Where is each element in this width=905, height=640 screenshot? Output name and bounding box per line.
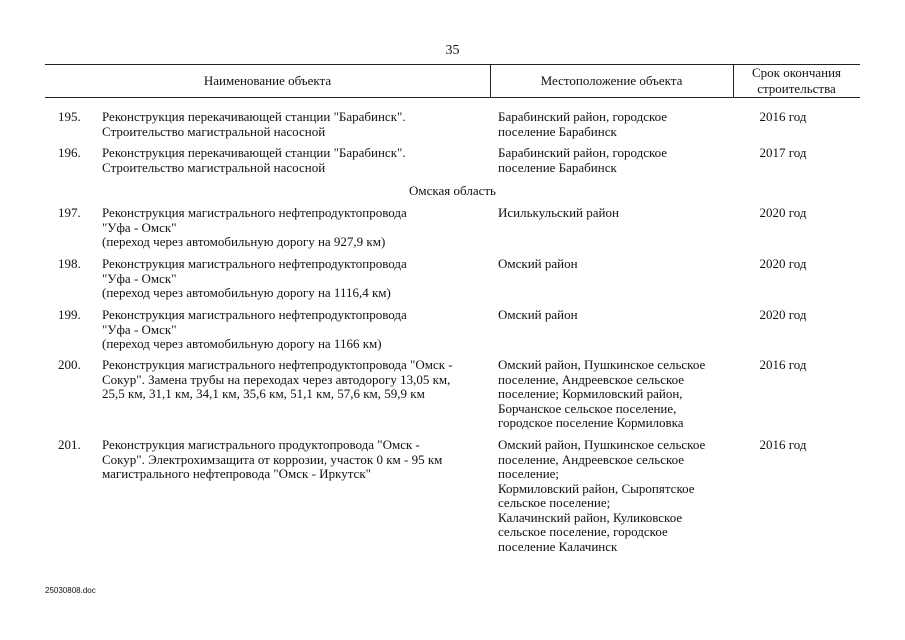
completion-term: 2020 год bbox=[759, 307, 807, 322]
table-header-bottom-rule bbox=[45, 97, 860, 98]
column-header-term bbox=[733, 65, 860, 97]
completion-term: 2016 год bbox=[759, 109, 807, 124]
completion-term: 2016 год bbox=[759, 357, 807, 372]
object-location-line: поселение Барабинск bbox=[498, 159, 617, 175]
object-location-line: Омский район, Пушкинское сельское bbox=[498, 357, 706, 372]
object-name-line: Реконструкция магистрального нефтепродуктопровода "Омск - bbox=[102, 357, 453, 372]
row-number: 201. bbox=[58, 437, 81, 452]
completion-term: 2020 год bbox=[759, 205, 807, 220]
object-name-line: Строительство магистральной насосной bbox=[102, 159, 326, 175]
object-location-line: Исилькульский район bbox=[498, 205, 619, 220]
object-name bbox=[102, 438, 487, 482]
object-name-line: Реконструкция перекачивающей станции "Барабинск". bbox=[102, 145, 406, 160]
object-name-line: "Уфа - Омск" bbox=[102, 219, 177, 235]
object-name-line: Строительство магистральной насосной bbox=[102, 123, 326, 139]
completion-term: 2017 год bbox=[759, 145, 807, 160]
object-location bbox=[498, 146, 730, 175]
object-location-line: поселение Калачинск bbox=[498, 538, 618, 554]
object-location-line: городское поселение Кормиловка bbox=[498, 415, 684, 430]
row-number: 196. bbox=[58, 145, 81, 160]
page-number: 35 bbox=[445, 43, 460, 58]
object-name-line: "Уфа - Омск" bbox=[102, 270, 177, 286]
object-location-line: Кормиловский район, Сыропятское bbox=[498, 480, 695, 496]
object-location-line: поселение Барабинск bbox=[498, 123, 617, 139]
object-location-line: поселение, Андреевское сельское bbox=[498, 451, 685, 467]
object-name-line: Сокур". Замена трубы на переходах через автодорогу 13,05 км, bbox=[102, 371, 451, 387]
object-name-line: (переход через автомобильную дорогу на 1116,4 км) bbox=[102, 285, 391, 300]
row-number: 198. bbox=[58, 256, 81, 271]
object-location-line: сельское поселение; bbox=[498, 495, 611, 510]
object-location bbox=[498, 308, 730, 323]
object-name-line: 25,5 км, 31,1 км, 34,1 км, 35,6 км, 51,1 км, 57,6 км, 59,9 км bbox=[102, 386, 425, 401]
object-location-line: Борчанское сельское поселение, bbox=[498, 400, 677, 416]
object-name-line: Сокур". Электрохимзащита от коррозии, участок 0 км - 95 км bbox=[102, 451, 443, 467]
object-location-line: поселение; bbox=[498, 466, 560, 481]
object-name-line: (переход через автомобильную дорогу на 927,9 км) bbox=[102, 234, 386, 249]
row-number: 199. bbox=[58, 307, 81, 322]
object-name bbox=[102, 110, 487, 139]
object-name-line: Реконструкция магистрального нефтепродуктопровода bbox=[102, 205, 407, 220]
completion-term: 2020 год bbox=[759, 256, 807, 271]
object-location-line: Барабинский район, городское bbox=[498, 145, 668, 160]
object-location bbox=[498, 110, 730, 139]
row-number: 197. bbox=[58, 205, 81, 220]
object-name-line: Реконструкция магистрального нефтепродуктопровода bbox=[102, 307, 407, 322]
object-location bbox=[498, 257, 730, 272]
object-name-line: Реконструкция магистрального нефтепродуктопровода bbox=[102, 256, 407, 271]
object-location bbox=[498, 438, 730, 554]
row-number: 195. bbox=[58, 109, 81, 124]
object-location-line: поселение, Андреевское сельское bbox=[498, 371, 685, 387]
document-filename: 25030808.doc bbox=[45, 586, 96, 595]
object-name bbox=[102, 358, 487, 402]
completion-term: 2016 год bbox=[759, 437, 807, 452]
object-location-line: Барабинский район, городское bbox=[498, 109, 668, 124]
object-location bbox=[498, 206, 730, 221]
object-location-line: Омский район bbox=[498, 256, 578, 271]
object-name-line: "Уфа - Омск" bbox=[102, 321, 177, 337]
object-location-line: Калачинский район, Куликовское bbox=[498, 509, 683, 525]
object-name bbox=[102, 146, 487, 175]
section-heading: Омская область bbox=[409, 183, 496, 198]
object-name-line: магистрального нефтепровода "Омск - Иркутск" bbox=[102, 466, 371, 481]
object-location-line: Омский район, Пушкинское сельское bbox=[498, 437, 706, 452]
object-name-line: (переход через автомобильную дорогу на 1166 км) bbox=[102, 336, 382, 351]
object-location-line: Омский район bbox=[498, 307, 578, 322]
object-name-line: Реконструкция перекачивающей станции "Барабинск". bbox=[102, 109, 406, 124]
object-location-line: сельское поселение, городское bbox=[498, 524, 668, 539]
column-header-location: Местоположение объекта bbox=[540, 73, 683, 88]
column-header-term-line: Срок окончания bbox=[751, 65, 842, 80]
column-header-term-line: строительства bbox=[757, 81, 836, 96]
object-name bbox=[102, 308, 487, 352]
object-location-line: поселение; Кормиловский район, bbox=[498, 386, 683, 401]
object-name bbox=[102, 206, 487, 250]
row-number: 200. bbox=[58, 357, 81, 372]
object-name-line: Реконструкция магистрального продуктопровода "Омск - bbox=[102, 437, 420, 452]
object-location bbox=[498, 358, 730, 431]
column-header-name: Наименование объекта bbox=[203, 73, 332, 88]
object-name bbox=[102, 257, 487, 301]
